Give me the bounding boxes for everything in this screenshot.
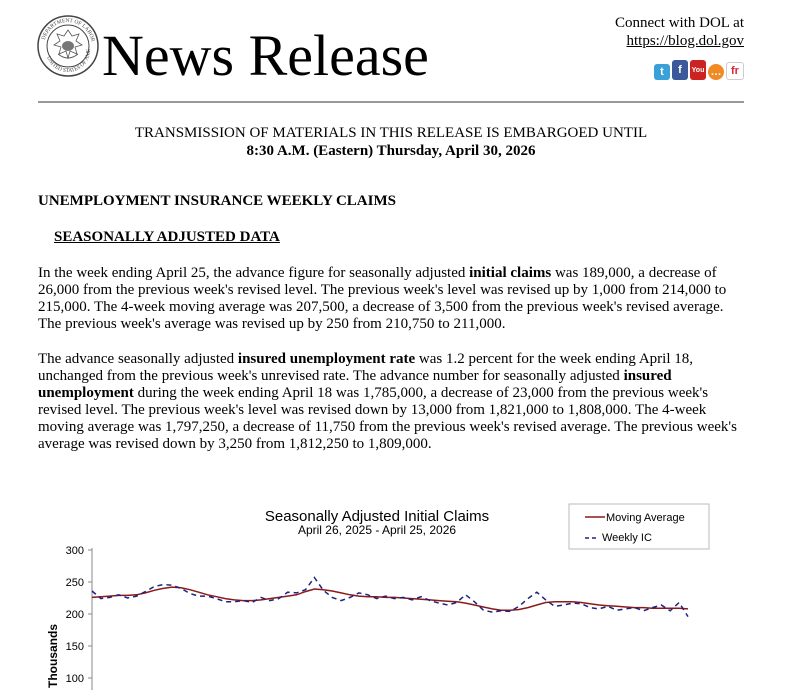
para2-bold-rate: insured unemployment rate	[237, 351, 416, 367]
y-axis-label: Thousands	[46, 623, 60, 689]
initial-claims-paragraph	[38, 265, 750, 333]
flickr-icon[interactable]: fr	[726, 62, 744, 80]
y-tick-label: 100	[65, 673, 84, 685]
para1-text-a: In the week ending April 25, the advance figure for seasonally adjusted	[38, 265, 470, 281]
embargo-notice	[38, 124, 744, 160]
chart-subtitle: April 26, 2025 - April 25, 2026	[297, 523, 457, 537]
header-divider	[38, 101, 744, 103]
page-title: News Release	[102, 23, 429, 88]
svg-text:DEPARTMENT OF LABOR: DEPARTMENT OF LABOR	[40, 17, 96, 43]
svg-text:UNITED STATES OF AMERICA: UNITED STATES OF AME	[45, 48, 93, 75]
social-icons	[654, 60, 744, 80]
subsection-heading: SEASONALLY ADJUSTED DATA	[54, 229, 280, 245]
blog-link[interactable]: https://blog.dol.gov	[626, 33, 744, 49]
para1-text-c: was 189,000, a decrease of 26,000 from the previous week's revised level. The previous week's level was revised up by 1,000 from 214,000 to 215,000. The 4-week moving average was 207,500, a decrease of 3,500 from the previous week's revised average. The previous week's average was revised up by 250 from 210,750 to 211,000.	[38, 265, 727, 332]
series-lines	[92, 578, 688, 617]
y-tick-label: 250	[65, 577, 84, 589]
connect-label: Connect with DOL at	[614, 15, 744, 31]
initial-claims-chart	[0, 496, 800, 690]
chart-legend	[569, 504, 709, 549]
y-ticks	[66, 545, 92, 685]
blog-icon[interactable]: …	[708, 64, 724, 80]
embargo-line-2: 8:30 A.M. (Eastern) Thursday, April 30, 2026	[246, 143, 536, 159]
facebook-icon[interactable]: f	[672, 60, 688, 80]
para2-text-c: was 1.2 percent for the week ending April 18, unchanged from the previous week's unrevised rate. The advance number for seasonally adjusted	[38, 351, 693, 384]
chart-title: Seasonally Adjusted Initial Claims	[264, 508, 490, 525]
connect-block	[615, 14, 744, 50]
y-tick-label: 200	[65, 609, 84, 621]
para2-bold-insured: insured unemployment	[38, 368, 672, 401]
para1-bold-initial-claims: initial claims	[469, 265, 552, 281]
para2-text-e: during the week ending April 18 was 1,785,000, a decrease of 23,000 from the previous week's revised level. The previous week's level was revised down by 13,000 from 1,821,000 to 1,808,000. The 4-week moving average was 1,797,250, a decrease of 11,750 from the previous week's revised average. The previous week's average was revised down by 3,250 from 1,812,250 to 1,809,000.	[38, 385, 737, 452]
y-tick-label: 150	[65, 641, 84, 653]
legend-label-moving-average: Moving Average	[606, 512, 685, 524]
twitter-icon[interactable]: t	[654, 64, 670, 80]
dol-seal-logo	[36, 14, 100, 78]
y-tick-label: 300	[65, 545, 84, 557]
youtube-icon[interactable]: You	[690, 60, 706, 80]
section-heading: UNEMPLOYMENT INSURANCE WEEKLY CLAIMS	[38, 193, 396, 209]
para2-text-a: The advance seasonally adjusted	[38, 351, 238, 367]
insured-unemployment-paragraph	[38, 351, 750, 453]
legend-label-weekly-ic: Weekly IC	[602, 532, 652, 544]
series-line-moving-average	[92, 587, 688, 610]
embargo-line-1: TRANSMISSION OF MATERIALS IN THIS RELEASE IS EMBARGOED UNTIL	[134, 125, 648, 141]
